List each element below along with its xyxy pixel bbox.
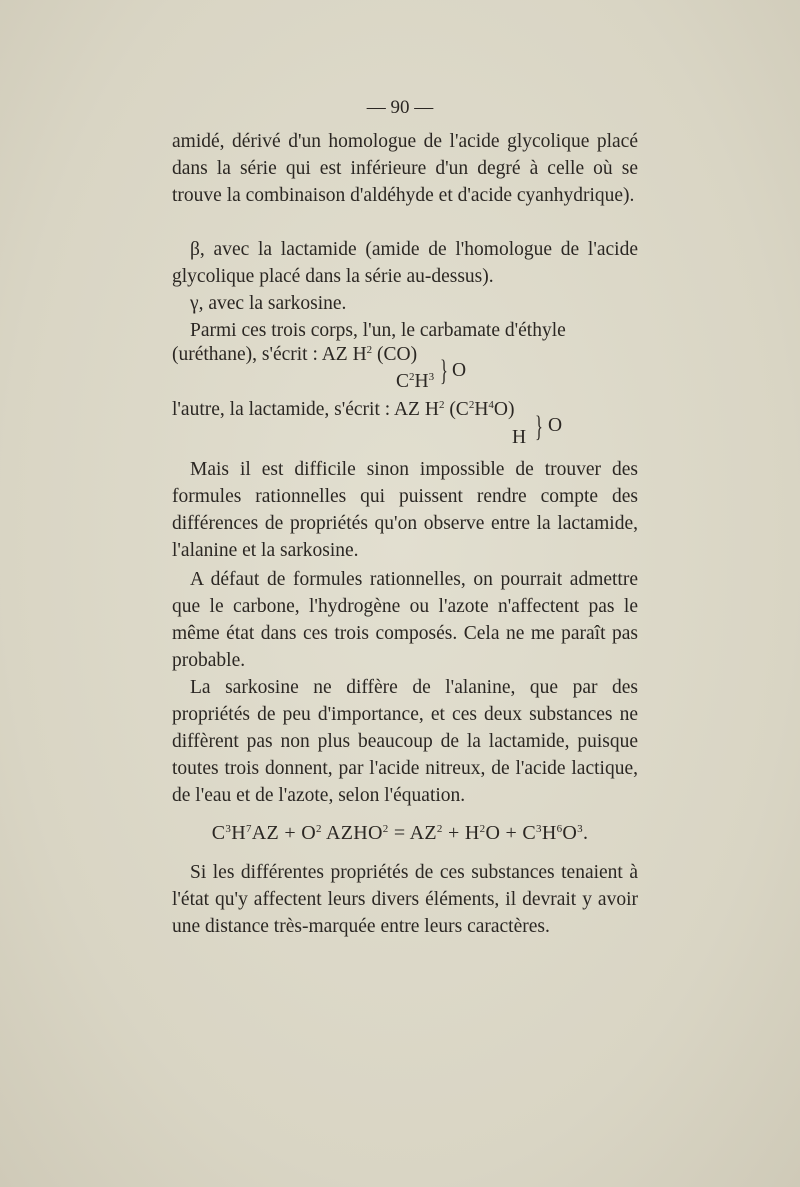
eq-s6: 2	[479, 823, 486, 835]
formula1-h: H	[414, 371, 429, 392]
eq-t7: O + C	[485, 822, 536, 844]
paragraph-7-text: La sarkosine ne diffère de l'alanine, que par des propriétés de peu d'importance, et ces deux substances ne diffèrent pas non plus beaucoup de la lactamide, puisque toutes trois donnent, par l'acide nitreux, de l'acide lactique, de l'eau et de l'azote, selon l'équation.	[172, 677, 638, 806]
paragraph-5	[172, 456, 638, 564]
eq-s5: 2	[436, 823, 443, 835]
paragraph-5-text: Mais il est difficile sinon impossible de trouver des formules rationnelles qui puissent rendre compte des différences de propriétés qu'on observe entre la lactamide, l'alanine et la sarkosine.	[172, 459, 638, 561]
formula-lactamide-line1	[172, 399, 514, 421]
eq-t10: .	[582, 822, 589, 844]
formula2-mid: (C	[444, 399, 469, 420]
paragraph-4	[172, 317, 638, 344]
paragraph-2-text: β, avec la lactamide (amide de l'homologue de l'acide glycolique placé dans la série au-dessus).	[172, 239, 638, 287]
formula2-sup3: 4	[488, 399, 494, 411]
formula2-sup2: 2	[468, 399, 475, 411]
formula1-c-sup: 2	[409, 371, 415, 383]
formula1-sup1: 2	[366, 344, 373, 356]
eq-t9: O	[562, 822, 578, 844]
eq-t4: AZHO	[321, 822, 383, 844]
eq-s3: 2	[315, 823, 322, 835]
paragraph-2	[172, 236, 638, 290]
formula-urethane-line2	[396, 371, 434, 393]
eq-t2: H	[231, 822, 246, 844]
formula1-oxygen: O	[452, 360, 467, 381]
paragraph-1-text: amidé, dérivé d'un homologue de l'acide glycolique placé dans la série qui est inférieure d'un degré à celle où se trouve la combinaison d'aldéhyde et d'acide cyanhydrique).	[172, 131, 638, 206]
eq-s4: 2	[382, 823, 389, 835]
formula1-co: (CO)	[372, 344, 418, 365]
page-number: — 90 —	[366, 97, 434, 118]
paragraph-8	[172, 859, 638, 940]
eq-s9: 3	[577, 823, 583, 835]
paragraph-6	[172, 566, 638, 674]
eq-t6: + H	[442, 822, 480, 844]
formula2-mid3: O)	[493, 399, 515, 420]
eq-t8: H	[541, 822, 557, 844]
eq-t1: C	[211, 822, 226, 844]
formula1-c: C	[396, 371, 410, 392]
eq-s1: 3	[225, 823, 232, 835]
formula1-brace-icon: }	[440, 354, 448, 387]
formula1-prefix: (uréthane), s'écrit : AZ H	[172, 344, 367, 365]
formula2-prefix: l'autre, la lactamide, s'écrit : AZ H	[172, 399, 439, 420]
formula2-mid2: H	[474, 399, 489, 420]
eq-s7: 3	[536, 823, 542, 835]
eq-s2: 7	[245, 823, 252, 835]
formula-lactamide-line2: H	[512, 427, 527, 448]
paragraph-3-text: γ, avec la sarkosine.	[190, 293, 347, 314]
formula2-oxygen: O	[548, 415, 563, 436]
formula2-brace-icon: }	[535, 410, 543, 443]
paragraph-1	[172, 128, 638, 209]
formula-urethane-line1	[172, 344, 417, 366]
paragraph-8-text: Si les différentes propriétés de ces substances tenaient à l'état qu'y affectent leurs divers éléments, il devrait y avoir une distance très-marquée entre leurs caractères.	[172, 862, 638, 937]
paragraph-4-text: Parmi ces trois corps, l'un, le carbamate d'éthyle	[190, 320, 566, 341]
formula1-h-sup: 3	[428, 371, 435, 383]
paragraph-3	[172, 290, 638, 317]
reaction-equation	[0, 822, 800, 845]
eq-s8: 6	[556, 823, 563, 835]
formula2-sup1: 2	[438, 399, 445, 411]
paragraph-7	[172, 674, 638, 809]
paragraph-6-text: A défaut de formules rationnelles, on pourrait admettre que le carbone, l'hydrogène ou l'azote n'affectent pas le même état dans ces trois composés. Cela ne me paraît pas probable.	[172, 569, 638, 671]
eq-t5: = AZ	[388, 822, 437, 844]
eq-t3: AZ + O	[251, 822, 316, 844]
